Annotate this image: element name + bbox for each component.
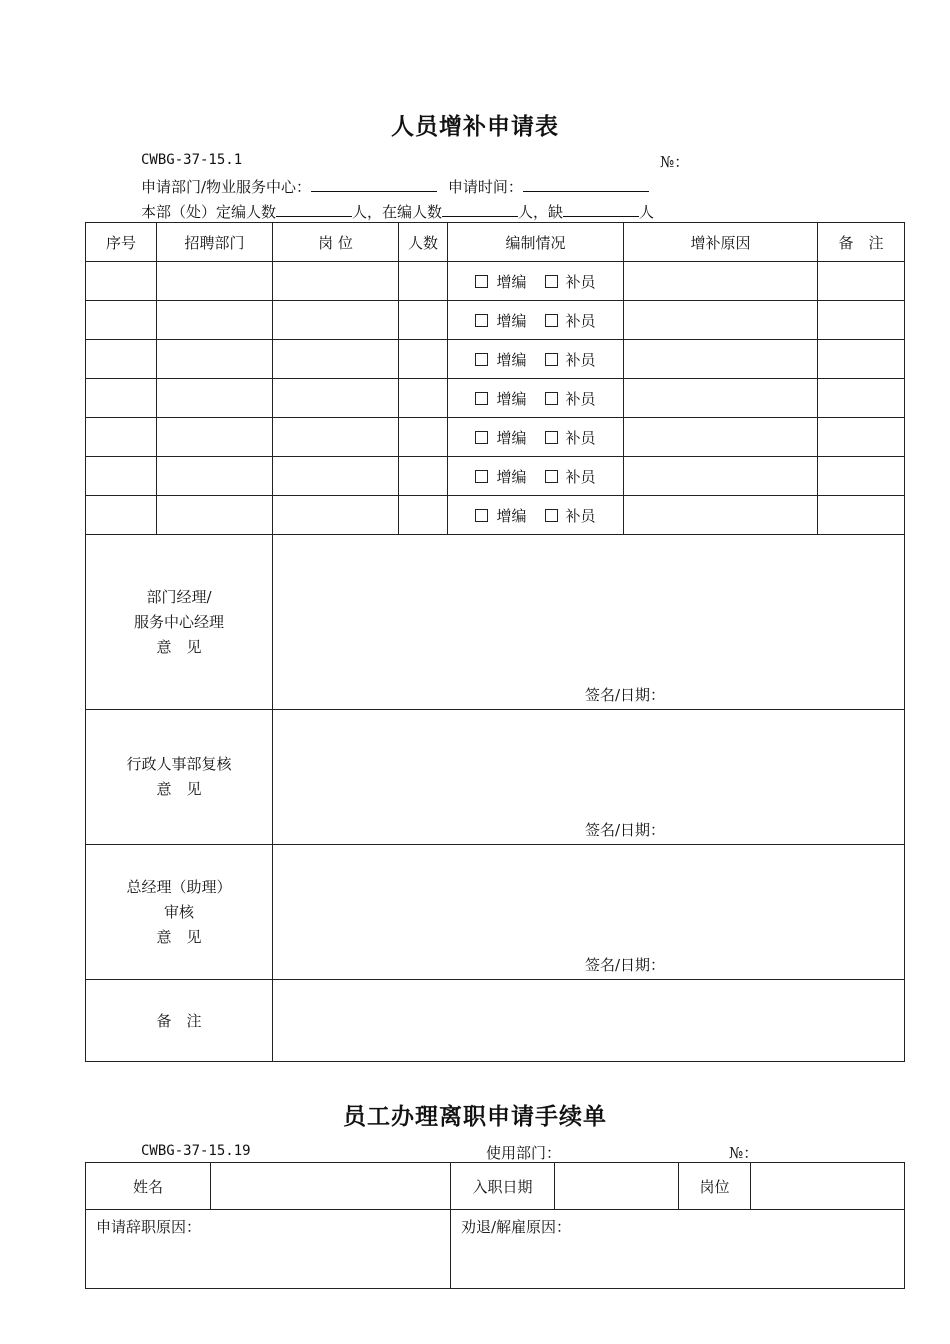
cell-count[interactable] [399,301,448,340]
dismiss-reason-field[interactable] [451,1210,905,1289]
approval-field-2[interactable] [273,710,905,845]
form1-dept-line [141,176,649,197]
header-reason: 增补原因 [624,223,818,262]
table-row [86,496,905,535]
cell-staffing [448,457,624,496]
cell-staffing [448,418,624,457]
approval-label-2-line-1: 行政人事部复核 [126,755,232,773]
form2-table [85,1162,905,1289]
approval-label-1-line-1: 部门经理/ [146,587,212,606]
form1-quota-line [141,201,654,222]
form1-quota-field[interactable] [276,202,352,217]
form1-number-label: №： [660,153,690,171]
cell-seq[interactable] [86,457,157,496]
checkbox-add[interactable] [475,470,488,483]
resign-reason-field[interactable] [86,1210,451,1289]
remark-label: 备 注 [86,980,273,1062]
form1-dept-label: 申请部门/物业服务中心： [141,178,312,196]
option-replace[interactable] [545,271,596,292]
approval-row-1 [86,535,905,710]
checkbox-replace[interactable] [545,314,558,327]
checkbox-replace[interactable] [545,509,558,522]
entry-date-field[interactable] [555,1163,679,1210]
checkbox-replace[interactable] [545,353,558,366]
checkbox-add[interactable] [475,314,488,327]
position-label: 岗位 [679,1163,751,1210]
cell-position[interactable] [273,496,399,535]
option-replace-label: 补员 [565,350,596,369]
cell-position[interactable] [273,379,399,418]
option-replace[interactable] [545,505,596,526]
cell-remark[interactable] [818,418,905,457]
form2-number-label: №： [729,1144,759,1162]
form1-quota-mid1: 人，在编人数 [352,203,443,221]
approval-signature-3: 签名/日期： [585,956,666,974]
approval-label-1-line-2: 服务中心经理 [133,612,224,631]
resign-reason-label: 申请辞职原因： [96,1218,202,1236]
cell-dept[interactable] [157,496,273,535]
option-replace[interactable] [545,388,596,409]
cell-remark[interactable] [818,340,905,379]
header-count: 人数 [399,223,448,262]
option-replace-label: 补员 [565,506,596,525]
remark-field[interactable] [273,980,905,1062]
approval-label-3-line-2: 审核 [163,903,194,921]
form1-quota-mid2: 人，缺 [518,203,564,221]
option-replace-label: 补员 [565,428,596,447]
form1-time-label: 申请时间： [447,178,523,196]
form2-dept-label: 使用部门： [486,1144,562,1162]
table-row [86,301,905,340]
checkbox-replace[interactable] [545,275,558,288]
cell-reason[interactable] [624,379,818,418]
option-add-label: 增编 [496,350,527,369]
option-add-label: 增编 [496,506,527,525]
approval-field-1[interactable] [273,535,905,710]
cell-staffing [448,301,624,340]
cell-reason[interactable] [624,340,818,379]
cell-remark[interactable] [818,379,905,418]
table-row [86,262,905,301]
approval-label-3-line-1: 总经理（助理） [126,878,232,896]
option-replace-label: 补员 [565,389,596,408]
cell-seq[interactable] [86,379,157,418]
checkbox-replace[interactable] [545,392,558,405]
cell-dept[interactable] [157,340,273,379]
approval-row-2 [86,710,905,845]
approval-label-1-line-3: 意 见 [156,637,202,656]
option-add[interactable] [475,427,526,448]
cell-position[interactable] [273,340,399,379]
entry-date-label: 入职日期 [451,1163,555,1210]
approval-label-2-line-2: 意 见 [156,780,202,798]
cell-count[interactable] [399,496,448,535]
form1-staffed-field[interactable] [442,202,518,217]
position-field[interactable] [751,1163,905,1210]
form1-dept-field[interactable] [311,177,437,192]
form2-reason-row [86,1210,905,1289]
form2-code: CWBG-37-15.19 [141,1143,251,1159]
header-position: 岗 位 [273,223,399,262]
option-add[interactable] [475,310,526,331]
name-label: 姓名 [86,1163,211,1210]
cell-staffing [448,262,624,301]
option-add-label: 增编 [496,389,527,408]
checkbox-add[interactable] [475,509,488,522]
form1-header-row [86,223,905,262]
approval-label-1 [86,535,273,710]
cell-position[interactable] [273,301,399,340]
cell-count[interactable] [399,340,448,379]
form2-info-row [86,1163,905,1210]
form2-title: 员工办理离职申请手续单 [343,1104,607,1130]
option-add[interactable] [475,466,526,487]
header-seq: 序号 [86,223,157,262]
cell-dept[interactable] [157,262,273,301]
cell-seq[interactable] [86,301,157,340]
cell-staffing [448,379,624,418]
cell-reason[interactable] [624,418,818,457]
option-replace[interactable] [545,349,596,370]
option-add-label: 增编 [496,467,527,486]
option-replace-label: 补员 [565,467,596,486]
cell-reason[interactable] [624,457,818,496]
cell-dept[interactable] [157,418,273,457]
form1-quota-suffix: 人 [639,203,655,221]
header-remark: 备 注 [818,223,905,262]
approval-signature-2: 签名/日期： [585,821,666,839]
approval-row-3 [86,845,905,980]
cell-seq[interactable] [86,262,157,301]
approval-label-2 [86,710,273,845]
form1-quota-prefix: 本部（处）定编人数 [141,203,277,221]
option-add[interactable] [475,349,526,370]
cell-staffing [448,496,624,535]
cell-seq[interactable] [86,340,157,379]
option-replace-label: 补员 [565,311,596,330]
option-replace[interactable] [545,466,596,487]
dismiss-reason-label: 劝退/解雇原因： [461,1218,572,1236]
header-staffing: 编制情况 [448,223,624,262]
cell-count[interactable] [399,379,448,418]
form1-rows [86,262,905,535]
cell-count[interactable] [399,457,448,496]
cell-reason[interactable] [624,496,818,535]
cell-remark[interactable] [818,262,905,301]
checkbox-add[interactable] [475,431,488,444]
cell-staffing [448,340,624,379]
option-replace-label: 补员 [565,272,596,291]
cell-reason[interactable] [624,262,818,301]
checkbox-add[interactable] [475,275,488,288]
option-add-label: 增编 [496,311,527,330]
cell-dept[interactable] [157,301,273,340]
cell-position[interactable] [273,457,399,496]
checkbox-add[interactable] [475,353,488,366]
name-field[interactable] [211,1163,451,1210]
cell-position[interactable] [273,262,399,301]
option-replace[interactable] [545,427,596,448]
approval-label-3-line-3: 意 见 [156,928,202,946]
form1-title: 人员增补申请表 [391,114,559,140]
remark-row [86,980,905,1062]
option-add[interactable] [475,505,526,526]
approval-field-3[interactable] [273,845,905,980]
checkbox-replace[interactable] [545,470,558,483]
table-row [86,379,905,418]
option-replace[interactable] [545,310,596,331]
cell-position[interactable] [273,418,399,457]
cell-reason[interactable] [624,301,818,340]
form1-table [85,222,905,1062]
option-add[interactable] [475,388,526,409]
table-row [86,418,905,457]
table-row [86,457,905,496]
cell-count[interactable] [399,418,448,457]
cell-seq[interactable] [86,418,157,457]
table-row [86,340,905,379]
approval-label-3 [86,845,273,980]
form1-time-field[interactable] [523,177,649,192]
cell-dept[interactable] [157,379,273,418]
checkbox-replace[interactable] [545,431,558,444]
cell-remark[interactable] [818,496,905,535]
approval-signature-1: 签名/日期： [585,686,666,704]
cell-count[interactable] [399,262,448,301]
option-add-label: 增编 [496,272,527,291]
cell-remark[interactable] [818,301,905,340]
cell-dept[interactable] [157,457,273,496]
cell-seq[interactable] [86,496,157,535]
header-dept: 招聘部门 [157,223,273,262]
cell-remark[interactable] [818,457,905,496]
checkbox-add[interactable] [475,392,488,405]
option-add[interactable] [475,271,526,292]
form1-shortage-field[interactable] [563,202,639,217]
option-add-label: 增编 [496,428,527,447]
form1-code: CWBG-37-15.1 [141,152,243,168]
